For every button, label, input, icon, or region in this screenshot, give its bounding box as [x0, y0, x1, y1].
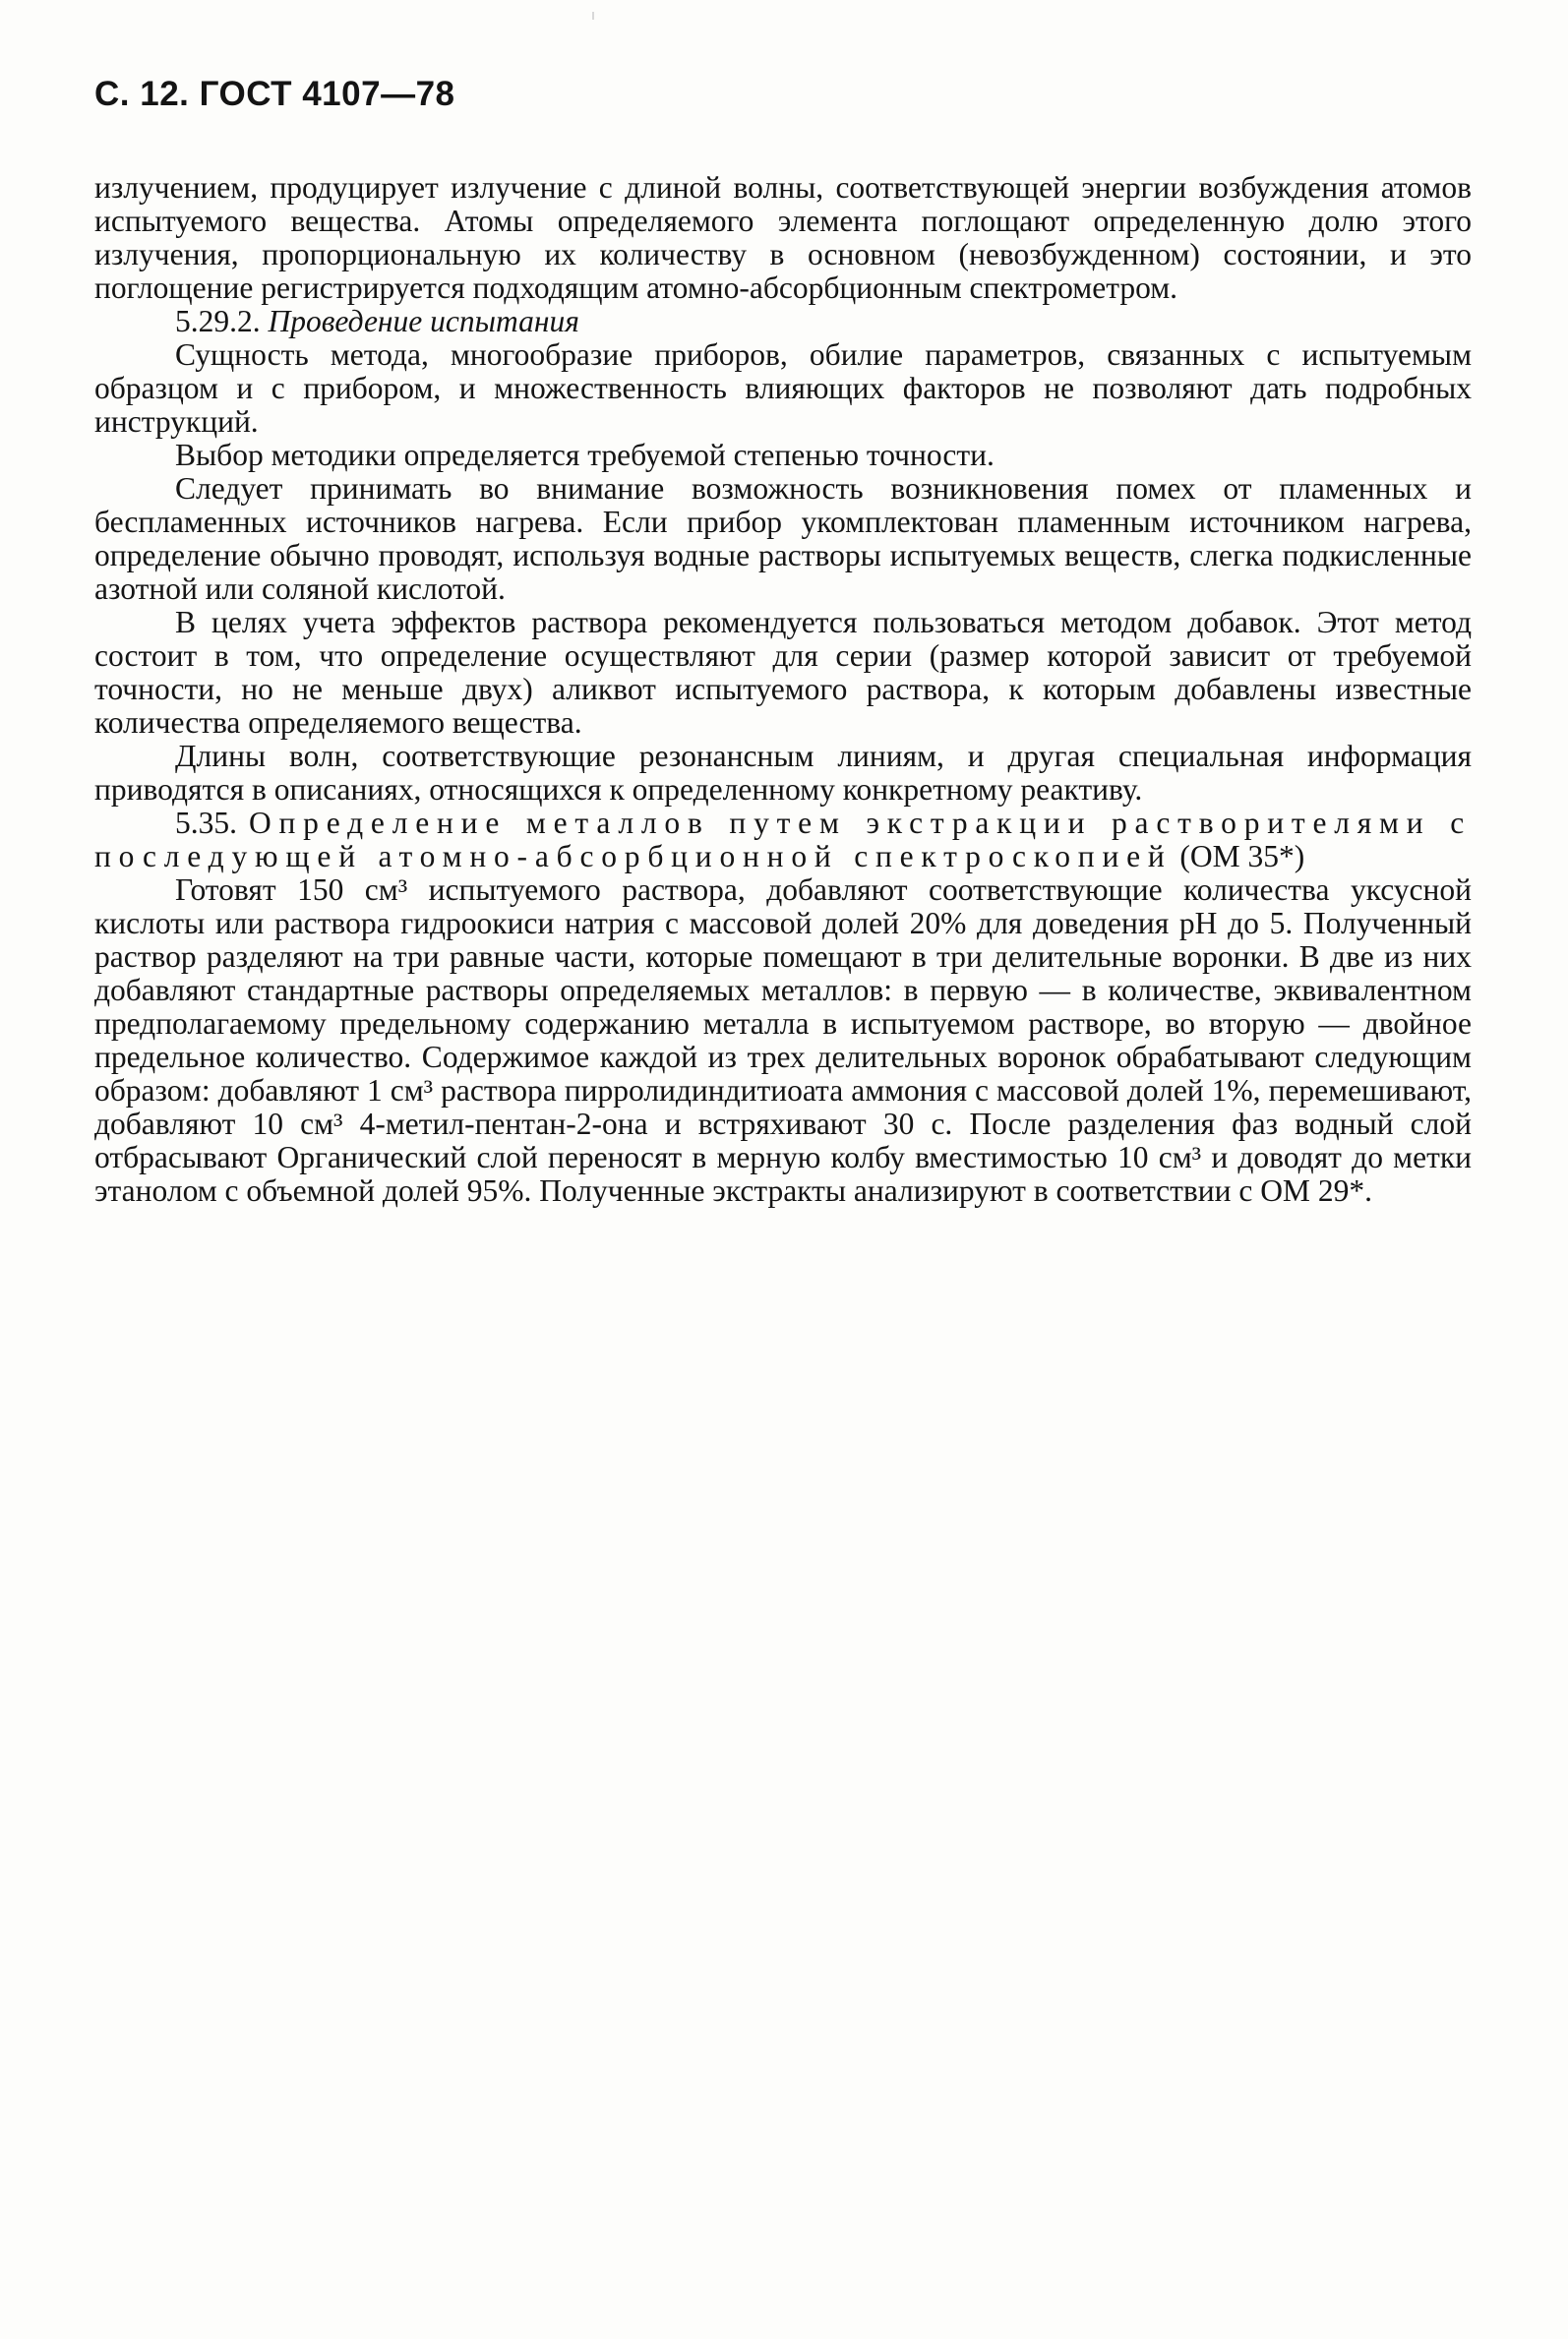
paragraph: Готовят 150 см³ испытуемого раствора, добавляют соответствующие количества уксусной кислоты или раствора гидроокиси натрия с массовой долей 20% для доведения pH до 5. Полученный раствор разделяют на три равные части, которые помещают в три делительные воронки. В две из них добавляют стандартные растворы определяемых металлов: в первую — в количестве, эквивалентном предполагаемому предельному содержанию металла в испытуемом растворе, во вторую — двойное предельное количество. Содержимое каждой из трех делительных воронок обрабатывают следующим образом: добавляют 1 см³ раствора пирролидиндитиоата аммония с массовой долей 1%, перемешивают, добавляют 10 см³ 4-метил-пентан-2-она и встряхивают 30 с. После разделения фаз водный слой отбрасывают Органический слой переносят в мерную колбу вместимостью 10 см³ и доводят до метки этанолом с объемной долей 95%. Полученные экстракты анализируют в соответствии с ОМ 29*. [94, 872, 1472, 1208]
paragraph: В целях учета эффектов раствора рекомендуется пользоваться методом добавок. Этот метод состоит в том, что определение осуществляют для серии (размер которой зависит от требуемой точности, но не меньше двух) аликвот испытуемого раствора, к которым добавлены известные количества определяемого вещества. [94, 605, 1472, 740]
scan-mark [592, 12, 594, 20]
section-title: Определение металлов путем экстракции растворителями с последующей атомно-абсорбционной спектроскопией [94, 806, 1472, 873]
section-number: 5.29.2. [175, 304, 261, 338]
document-body [94, 171, 1472, 1208]
section-heading-5-35 [94, 807, 1472, 873]
section-number: 5.35. [175, 806, 237, 840]
paragraph: Следует принимать во внимание возможность возникновения помех от пламенных и беспламенных источников нагрева. Если прибор укомплектован пламенным источником нагрева, определение обычно проводят, используя водные растворы испытуемых веществ, слегка подкисленные азотной или соляной кислотой. [94, 471, 1472, 606]
paragraph: Сущность метода, многообразие приборов, обилие параметров, связанных с испытуемым образцом и с прибором, и множественность влияющих факторов не позволяют дать подробных инструкций. [94, 337, 1472, 439]
section-reference: (ОМ 35*) [1179, 839, 1305, 873]
page-header: С. 12. ГОСТ 4107—78 [94, 75, 455, 113]
paragraph: Длины волн, соответствующие резонансным линиям, и другая специальная информация приводятся в описаниях, относящихся к определенному конкретному реактиву. [94, 739, 1472, 807]
section-heading-5-29-2 [94, 305, 1472, 338]
section-title: Проведение испытания [268, 304, 579, 338]
paragraph: Выбор методики определяется требуемой степенью точности. [175, 438, 995, 472]
paragraph-continuation: излучением, продуцирует излучение с длиной волны, соответствующей энергии возбуждения атомов испытуемого вещества. Атомы определяемого элемента поглощают определенную долю этого излучения, пропорциональную их количеству в основном (невозбужденном) состоянии, и это поглощение регистрируется подходящим атомно-абсорбционным спектрометром. [94, 170, 1472, 305]
